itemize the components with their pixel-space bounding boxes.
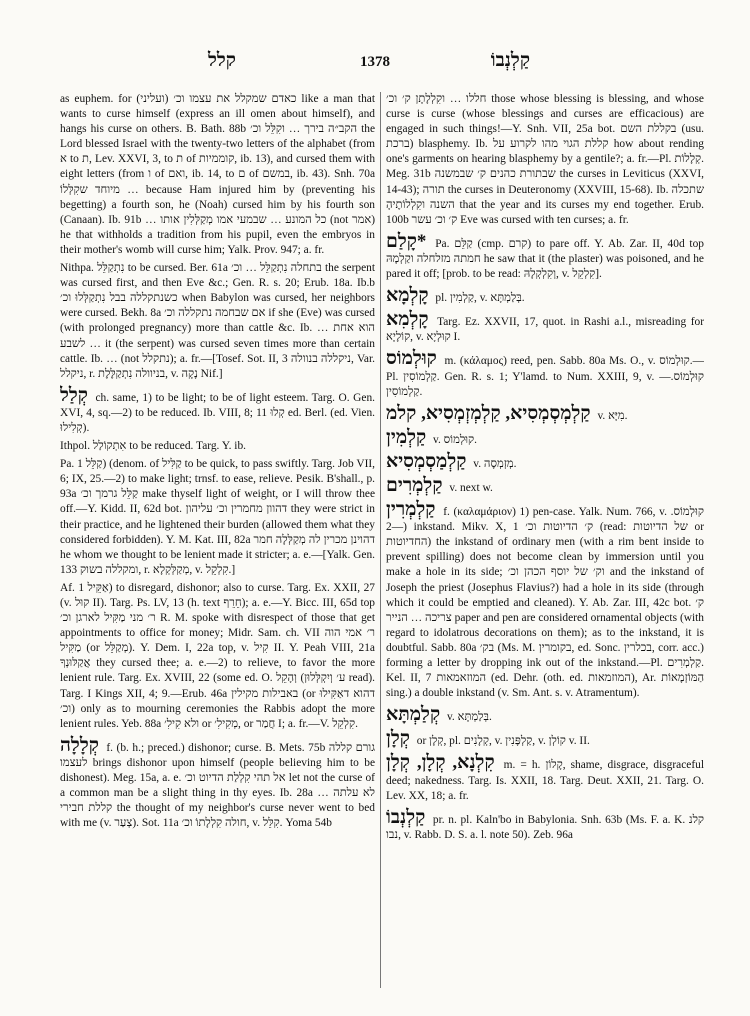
dictionary-entry [386, 427, 704, 448]
dictionary-entry [386, 475, 704, 496]
entry-definition: m. = h. קָלוֹן, shame, disgrace, disgraceful deed; nakedness. Targ. Is. XXII, 18. Targ. Deut. XXII, 21. Targ. O. Lev. XX, 18; a. fr. [386, 759, 704, 802]
entry-headword: קַלְמַסְמְסִיא [386, 450, 467, 472]
dictionary-entry [386, 704, 704, 725]
entry-definition: f. (καλαμάριον) 1) pen-case. Yalk. Num. 766, v. קוּלְמוֹס.—2) inkstand. Mikv. X, 1 ק׳ הדיוטות וכ׳ (read: של הדיוטות or החדיוטות) the inkstand of ordinary men (with a rim bent inside to prevent spilling) does not become clean by immersion until you make a hole in its side; וק׳ של יוסף הכהן וכ׳ and the inkstand of Joseph the priest (Josephus Flavius?) had a hole in its side (through which it could be emptied and cleaned). Y. Ab. Zar. III, 42c bot. ק׳ צריכה … הנייר paper and pen are considered ornamental objects (with regard to idolatrous decorations on them); as to the inkstand, it is doubtful. Sabb. 80a בק׳ (Ms. M. בקומרין, ed. Sonc. בכלרין, corr. acc.) forming a letter by dropping ink out of the inkstand.—Pl. קַלְמְרִים. Kel. II, 7 המוזאמאות (ed. Dehr. (oth. ed. המוזמאות), Ar. הַמּוֹזְמָאוֹת sing.) a double inkstand (v. Sm. Ant. s. v. Atramentum). [386, 506, 704, 700]
entry-definition: Targ. Ez. XXVII, 17, quot. in Rashi a.l., misreading for קוֹלָיָא, v. קוּלְיָא I. [386, 316, 704, 344]
entry-definition: v. בְּלַמְתָּא. [446, 711, 492, 724]
entry-headword: קִלְנָא, קְלָן, קְלָן [386, 752, 495, 774]
left-running-headword: קלל [208, 50, 236, 71]
right-running-headword: קַלְנְבוֹ [490, 50, 530, 71]
right-column [386, 92, 704, 988]
entry-definition: v. מְזְמְסָה. [473, 457, 517, 470]
dictionary-entry [386, 309, 704, 345]
dictionary-entry [386, 231, 704, 282]
paragraph: חללו … וקִלְלָתָן ק׳ וכ׳ those whose blessing is blessing, and whose curse is curse (whose blessings and curses are efficacious) are engaged in such things!—Y. Snh. VII, 25a bot. בקללת השם (usu. ברכת) blasphemy. Ib. קללת הגוי מהו לקרוע על how about rending one's garments on hearing blasphemy by a gentile?; a. fr.—Pl. קְלָלוֹת. Meg. 31b שבתורת כהנים ק׳ שבמשנה the curses in Leviticus (XXVI, 14-43); תורה the curses in Deuteronomy (XXVIII, 15-68). Ib. שתכלה השנה וקִלְלוֹתֶיהָ that the year and its curses my end together. Erub. 100b ק׳ וכ׳ עשר Eve was cursed with ten curses; a. fr. [386, 93, 704, 226]
entry-headword: קוּלְמוֹס [386, 348, 437, 370]
entry-definition: f. (b. h.; preced.) dishonor; curse. B. Mets. 75b גורם קללה לעצמו brings dishonor upon himself (people believing him to be dishonest). Meg. 15a, a. e. אל תהי קִלְלַת הדיוט וכ׳ let not the curse of a common man be a slight thing in thy eyes. Ib. 28a לא עלתה … קללת חבירי the thought of my neighbor's curse never went to bed with me (v. צְעַר). Sot. 11a חולה קִלְלָתוֹ וכ׳, v. קִלֵּל. Yoma 54b [60, 741, 375, 830]
entry-definition: pl. קַלְמִין, v. בְּלַמְתָּא. [435, 292, 525, 305]
entry-headword: קָלַם* [386, 230, 427, 252]
entry-headword: קְלַל [60, 384, 88, 406]
entry-definition: ch. same, 1) to be light; to be of light esteem. Targ. O. Gen. XVI, 4, sq.—2) to be reduced. Ib. VIII, 8; 11 קְלוּ ed. Berl. (ed. Vien. קְלִילוּ). [60, 391, 375, 434]
entry-headword: קַלְמִין [386, 426, 427, 448]
entry-headword: קַלְמְרִין [386, 499, 436, 521]
entry-headword: קָלְמִא [386, 309, 429, 331]
entry-headword: קָלְמָא [386, 285, 429, 307]
dictionary-entry [386, 499, 704, 701]
paragraph: Nithpa. נִתְקַלֵּל to be cursed. Ber. 61a בתחלה נִתְקַלֵּל … וכ׳ the serpent was cursed first, and then Eve &c.; Gen. R. s. 20; Erub. 18a. Ib.b כשנתקללה בבל נִתְקַלְּלוּ וכ׳ when Babylon was cursed, her neighbors were cursed. Bekh. 8a אם שבחמה נתקללה וכ׳ if she (Eve) was cursed (with prolonged pregnancy) more than cattle &c. Ib. … הוא אחת לשבע … it (the serpent) was cursed seven times more than certain cattle. Ib. … (not נתקלל); a. fr.—[Tosef. Sot. II, 3 ניקללה בנוולה, Var. ניקלל, r. בניוולה נִתְקַלֶּלֶת, v. נָקָה Nif.] [60, 262, 375, 380]
entry-definition: m. (κάλαμος) reed, pen. Sabb. 80a Ms. O., v. קוּלְמוֹס.—Pl. קַלְמוֹסִין. Gen. R. s. 1; Y'lamd. to Num. XXIII, 9, v. קוּלְמוֹס.—קַלְמוֹסִין. [386, 355, 704, 398]
paragraph: Af. אַקֵּיל 1) to disregard, dishonor; also to curse. Targ. Ex. XXII, 27 (v. קוּל II). Targ. Ps. LV, 13 (h. text חֵרֵף); a. e.—Y. Bicc. III, 65d top ר׳ מני מַקִּיל לארגן וכ׳ R. M. spoke with disrespect of those that get appointments to office for money; Midr. Sam. ch. VII ר׳ אמי הוה מַקִּיל (or מְקַלֵּל). Y. Dem. I, 22a top, v. קִיל II. Y. Peah VIII, 21a אֲקַלּוּנְךָ they cursed thee; a. e.—2) to relieve, to favor the more lenient rule. Targ. Ex. XVIII, 22 (some ed. O. וְהָקֵל (ע׳ וְיִקְלְּלוּן read). Targ. I Kings XII, 4; 9.—Erub. 46a באבילות מקילין (or דהוא דאַקִּילוּ וכ׳) only as to mourning ceremonies the Rabbis adopt the more lenient rules. Yeb. 88a ולא קִילִ׳ or מְקִילִ׳, or חֲמַר I; a. fr.—V. קִלְקֵל. [60, 581, 375, 730]
dictionary-entry [60, 385, 375, 436]
entry-headword: קַלְמְסְמְסִיא, קַלְמְזְמְסִיא, קלמ [386, 402, 591, 424]
paragraph: Pa. קַלֵּל 1) (denom. of קַלִּיל to be quick, to pass swiftly. Targ. Job VII, 6; IX, 25.—2) to make light; trnsf. to ease, relieve. Pesik. B'shall., p. 93a קַלֵּל גרמך וכ׳ make thyself light of weight, or I will throw thee off.—Y. Kidd. II, 62d bot. דהוון מחמרין וכ׳ עליהון they were strict in their practice, and he lightened their burden (allowed them what they considered forbidden). Y. M. Kat. III, 82a דהוינן מכרין לה מְקַלְּלָה חמר he whom we thought to be lenient made it stricter; a. e.—[Yalk. Gen. 133 ומקללה בשוק, r. מְקַלְּקְלָא, v. קִלְקֵל.] [60, 458, 375, 576]
entry-headword: קְלָלָה [60, 734, 99, 756]
dictionary-entry [386, 348, 704, 399]
dictionary-entry [60, 735, 375, 832]
entry-headword: קְלָן [386, 728, 410, 750]
paragraph: Ithpol. אִתְקוֹלַל to be reduced. Targ. Y. ib. [60, 440, 246, 453]
entry-definition: Pa. קַלֵּם (cmp. קרם) to pare off. Y. Ab. Zar. II, 40d top חמתה מזלחלה וקַלְמָהּ he saw that it (the plaster) was poisoned, and he pared it off; [prob. to be read: וְקִלְקְלָהּ, v. קִלְקֵל]. [386, 237, 704, 281]
column-divider [380, 92, 381, 988]
entry-headword: קְלַמְתָּא [386, 704, 441, 726]
dictionary-entry [386, 285, 704, 306]
entry-definition: v. קוּלְמוֹס. [433, 433, 478, 446]
entry-headword: קַלְנְבוֹ [386, 806, 426, 828]
left-column [60, 92, 375, 988]
entry-definition: pr. n. pl. Kaln'bo in Babylonia. Snh. 63b (Ms. F. a. K. קלנ נבו, v. Rabb. D. S. a. l. note 50). Zeb. 96a [386, 813, 704, 841]
entry-definition: v. מִיָּא. [597, 409, 628, 422]
page-number: 1378 [360, 54, 390, 70]
dictionary-entry [386, 403, 704, 424]
dictionary-entry [386, 451, 704, 472]
dictionary-entry [386, 807, 704, 843]
paragraph: as euphem. for (ועליני) כאדם שמקלל את עצמו וכ׳ like a man that wants to curse himself (express an ill omen about himself), and hangs his curse on others. B. Bath. 88b הקב״ה בירך … וקִלֵּל וכ׳ the Lord blessed Israel with the twenty-two letters of the alphabet (from א to ת, Lev. XXVI, 3, to ת of קוממיות, ib. 13), and cursed them with eight letters (from ו of ואם, ib. 14, to ם of במשם, ib. 43). Snh. 70a מיוחד שקִלְּלוֹ … because Ham injured him by (preventing his begetting) a fourth son, he (Noah) cursed him by his fourth son (Canaan). Ib. 91b … כל המונע … שבמעי אמו מְקַלְּלִין אותו (not אמר) he that withholds a tradition from his pupil, even the embryos in their mother's womb will curse him; Yalk. Prov. 947; a. fr. [60, 93, 375, 256]
dictionary-entry [386, 752, 704, 803]
entry-headword: קַלְמְרִים [386, 474, 443, 496]
dictionary-entry [386, 728, 704, 749]
entry-definition: v. next w. [449, 481, 493, 494]
entry-definition: or קְלָן, pl. קְלָנִים, v. קַלְפָּנִין, v. קוֹלְן v. II. [416, 735, 590, 748]
page-header [60, 50, 690, 78]
